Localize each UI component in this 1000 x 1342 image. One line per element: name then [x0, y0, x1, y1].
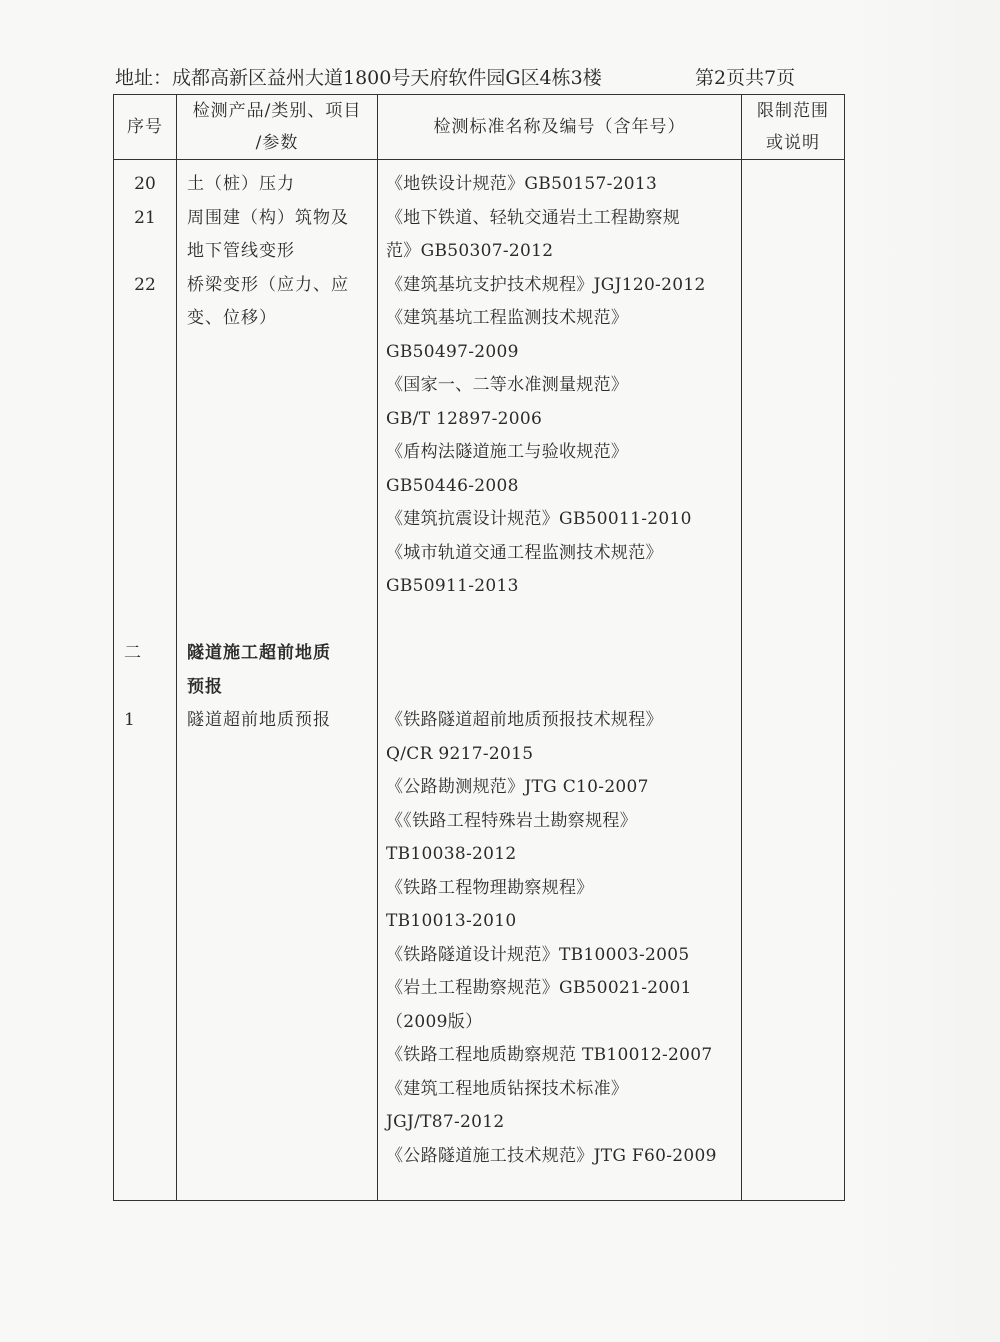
- standard-text: [378, 637, 741, 671]
- item-text: [177, 570, 377, 604]
- item-text: [177, 436, 377, 470]
- standard-text: 《国家一、二等水准测量规范》: [386, 375, 629, 395]
- row-number: 21: [134, 207, 156, 228]
- column-header-no: 序号: [114, 95, 177, 160]
- row-number: [114, 403, 176, 437]
- standard-text: 《建筑工程地质钻探技术标准》: [386, 1078, 629, 1099]
- row-number: [114, 537, 176, 571]
- standard-text: 《铁路隧道超前地质预报技术规程》: [386, 710, 663, 730]
- table-body-row: [114, 160, 845, 1201]
- section-number: 二: [124, 643, 141, 663]
- standard-text: 《铁路隧道设计规范》TB10003-2005: [386, 944, 690, 965]
- row-number: [114, 302, 176, 336]
- standard-text: 《铁路工程地质勘察规范 TB10012-2007: [386, 1045, 713, 1065]
- item-text: 周围建（构）筑物及: [187, 207, 349, 228]
- scan-shadow: [840, 0, 1000, 1342]
- standard-text: TB10013-2010: [386, 911, 517, 931]
- item-text: [177, 470, 377, 504]
- limit-column: [742, 160, 845, 1201]
- item-text: [177, 537, 377, 571]
- item-text: 桥梁变形（应力、应: [187, 274, 349, 295]
- item-column: [177, 160, 378, 1201]
- item-text: 地下管线变形: [187, 241, 295, 261]
- standard-text: JGJ/T87-2012: [386, 1112, 505, 1132]
- standard-text: 《岩土工程勘察规范》GB50021-2001: [386, 978, 692, 998]
- item-text: [177, 369, 377, 403]
- row-number: [114, 570, 176, 604]
- standard-text: TB10038-2012: [386, 844, 517, 864]
- row-number: [114, 436, 176, 470]
- standard-text: GB50497-2009: [386, 341, 519, 362]
- standard-text: GB50911-2013: [386, 576, 519, 596]
- row-number: [114, 235, 176, 269]
- standard-text: [378, 604, 741, 638]
- standard-text: Q/CR 9217-2015: [386, 743, 534, 764]
- lab-address: 地址：成都高新区益州大道1800号天府软件园G区4栋3楼: [115, 67, 602, 89]
- standard-text: 范》GB50307-2012: [386, 241, 554, 261]
- row-number: [114, 369, 176, 403]
- standard-text: [378, 671, 741, 705]
- standard-text: 《公路隧道施工技术规范》JTG F60-2009: [386, 1145, 717, 1166]
- section-title: 预报: [187, 676, 223, 697]
- standard-text: 《建筑基坑支护技术规程》JGJ120-2012: [386, 274, 706, 295]
- row-number: [114, 503, 176, 537]
- page-number: 第2页共7页: [695, 67, 796, 89]
- table-header-row: [114, 95, 845, 160]
- row-number: 22: [134, 274, 156, 295]
- standard-text: 《地铁设计规范》GB50157-2013: [386, 174, 658, 194]
- row-number: [114, 604, 176, 638]
- standard-text: 《铁路工程物理勘察规程》: [386, 877, 594, 898]
- standard-column: [378, 160, 742, 1201]
- standard-text: 《建筑基坑工程监测技术规范》: [386, 308, 629, 328]
- standard-text: 《地下铁道、轻轨交通岩土工程勘察规: [386, 207, 681, 228]
- row-number: [114, 470, 176, 504]
- item-text: 隧道超前地质预报: [187, 710, 331, 730]
- item-text: [177, 336, 377, 370]
- row-number: [114, 671, 176, 705]
- accreditation-scope-table: [113, 94, 845, 1201]
- row-number: 1: [124, 710, 135, 730]
- item-text: 土（桩）压力: [187, 174, 295, 194]
- standard-text: 《公路勘测规范》JTG C10-2007: [386, 777, 649, 797]
- item-text: [177, 403, 377, 437]
- page-header: [115, 64, 835, 92]
- column-header-limit: 限制范围 或说明: [742, 95, 845, 160]
- standard-text: （2009版）: [386, 1011, 483, 1032]
- item-text: 变、位移）: [187, 308, 277, 328]
- standard-text: 《盾构法隧道施工与验收规范》: [386, 442, 629, 462]
- standard-text: GB/T 12897-2006: [386, 408, 543, 429]
- row-number: [114, 336, 176, 370]
- standard-text: GB50446-2008: [386, 475, 519, 496]
- item-text: [177, 604, 377, 638]
- standard-text: 《城市轨道交通工程监测技术规范》: [386, 542, 663, 563]
- no-column: [114, 160, 177, 1201]
- section-title: 隧道施工超前地质: [187, 643, 331, 663]
- standard-text: 《《铁路工程特殊岩土勘察规程》: [386, 810, 637, 831]
- row-number: 20: [134, 174, 156, 194]
- column-header-item: 检测产品/类别、项目 /参数: [177, 95, 378, 160]
- item-text: [177, 503, 377, 537]
- standard-text: 《建筑抗震设计规范》GB50011-2010: [386, 509, 692, 529]
- column-header-standard: 检测标准名称及编号（含年号）: [378, 95, 742, 160]
